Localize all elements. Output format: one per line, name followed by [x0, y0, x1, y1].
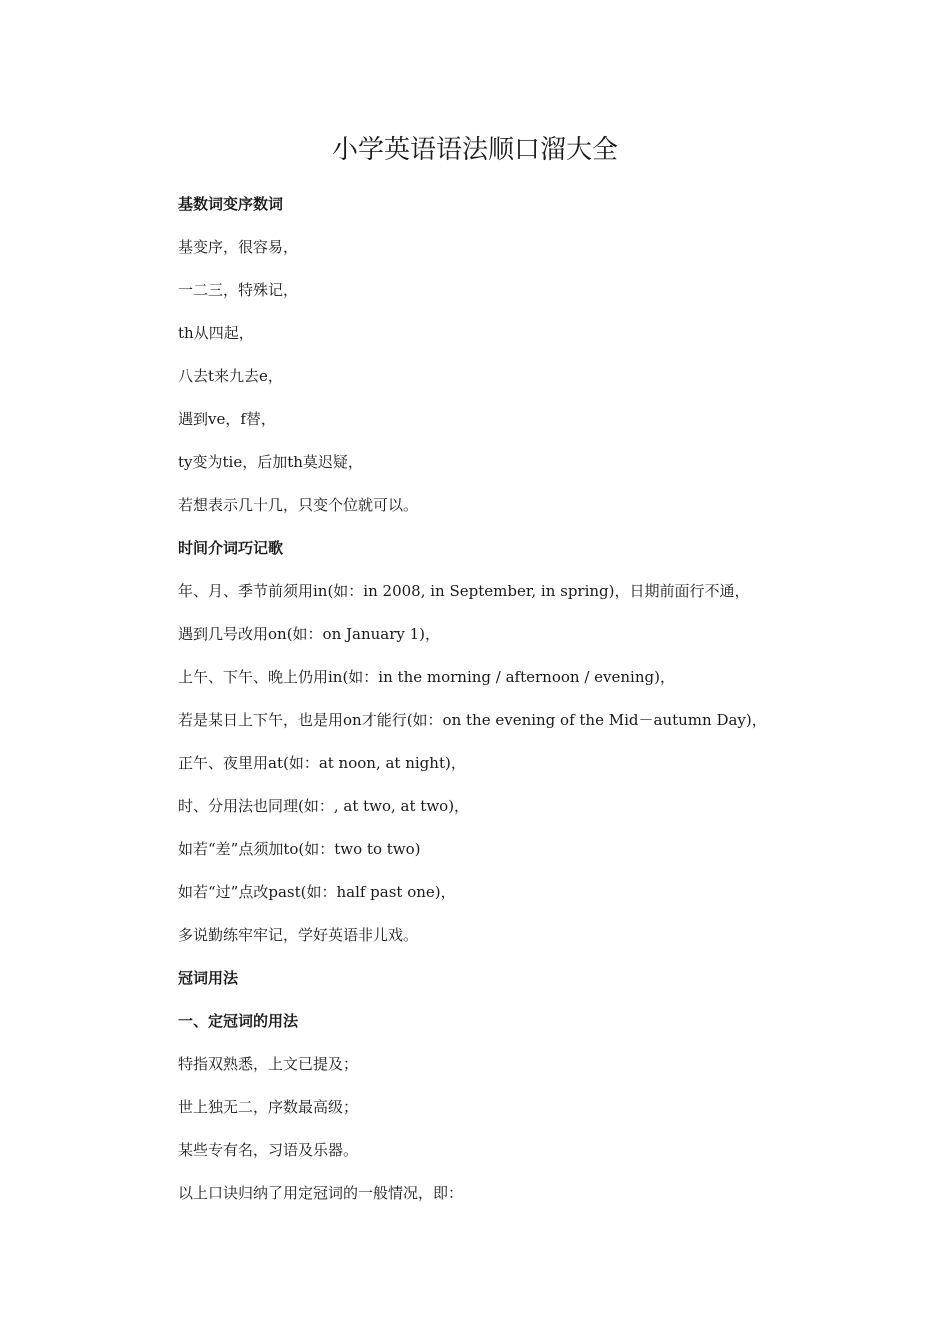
text-line: 多说勤练牢牢记，学好英语非儿戏。 — [178, 926, 419, 944]
section-heading: 时间介词巧记歌 — [178, 539, 284, 557]
text-line: th从四起， — [178, 324, 254, 342]
text-line: 八去t来九去e， — [178, 367, 283, 385]
text-line: 遇到ve，f替， — [178, 410, 276, 428]
document-body — [178, 190, 828, 1222]
text-line: 正午、夜里用at(如：at noon, at night)， — [178, 754, 466, 772]
document-title: 小学英语语法顺口溜大全 — [331, 135, 618, 165]
text-line: 特指双熟悉，上文已提及； — [178, 1055, 359, 1073]
text-line: 若想表示几十几，只变个位就可以。 — [178, 496, 419, 514]
text-line: ty变为tie，后加th莫迟疑， — [178, 453, 363, 471]
text-line: 世上独无二，序数最高级； — [178, 1098, 359, 1116]
section-heading: 基数词变序数词 — [178, 195, 284, 213]
section-heading: 冠词用法 — [178, 969, 239, 987]
text-line: 遇到几号改用on(如：on January 1)， — [178, 625, 441, 643]
text-line: 如若“过”点改past(如：half past one)， — [178, 883, 456, 901]
text-line: 以上口诀归纳了用定冠词的一般情况，即： — [178, 1184, 464, 1202]
text-line: 基变序，很容易， — [178, 238, 299, 256]
section-heading: 一、定冠词的用法 — [178, 1012, 299, 1030]
text-line: 若是某日上下午，也是用on才能行(如：on the evening of the Mid－autumn Day)， — [178, 711, 767, 729]
text-line: 时、分用法也同理(如：, at two, at two)， — [178, 797, 470, 815]
text-line: 一二三，特殊记， — [178, 281, 299, 299]
text-line: 年、月、季节前须用in(如：in 2008, in September, in spring)，日期前面行不通， — [178, 582, 750, 600]
text-line: 上午、下午、晚上仍用in(如：in the morning / afternoon / evening)， — [178, 668, 675, 686]
text-line: 如若“差”点须加to(如：two to two) — [178, 840, 421, 858]
text-line: 某些专有名，习语及乐器。 — [178, 1141, 359, 1159]
